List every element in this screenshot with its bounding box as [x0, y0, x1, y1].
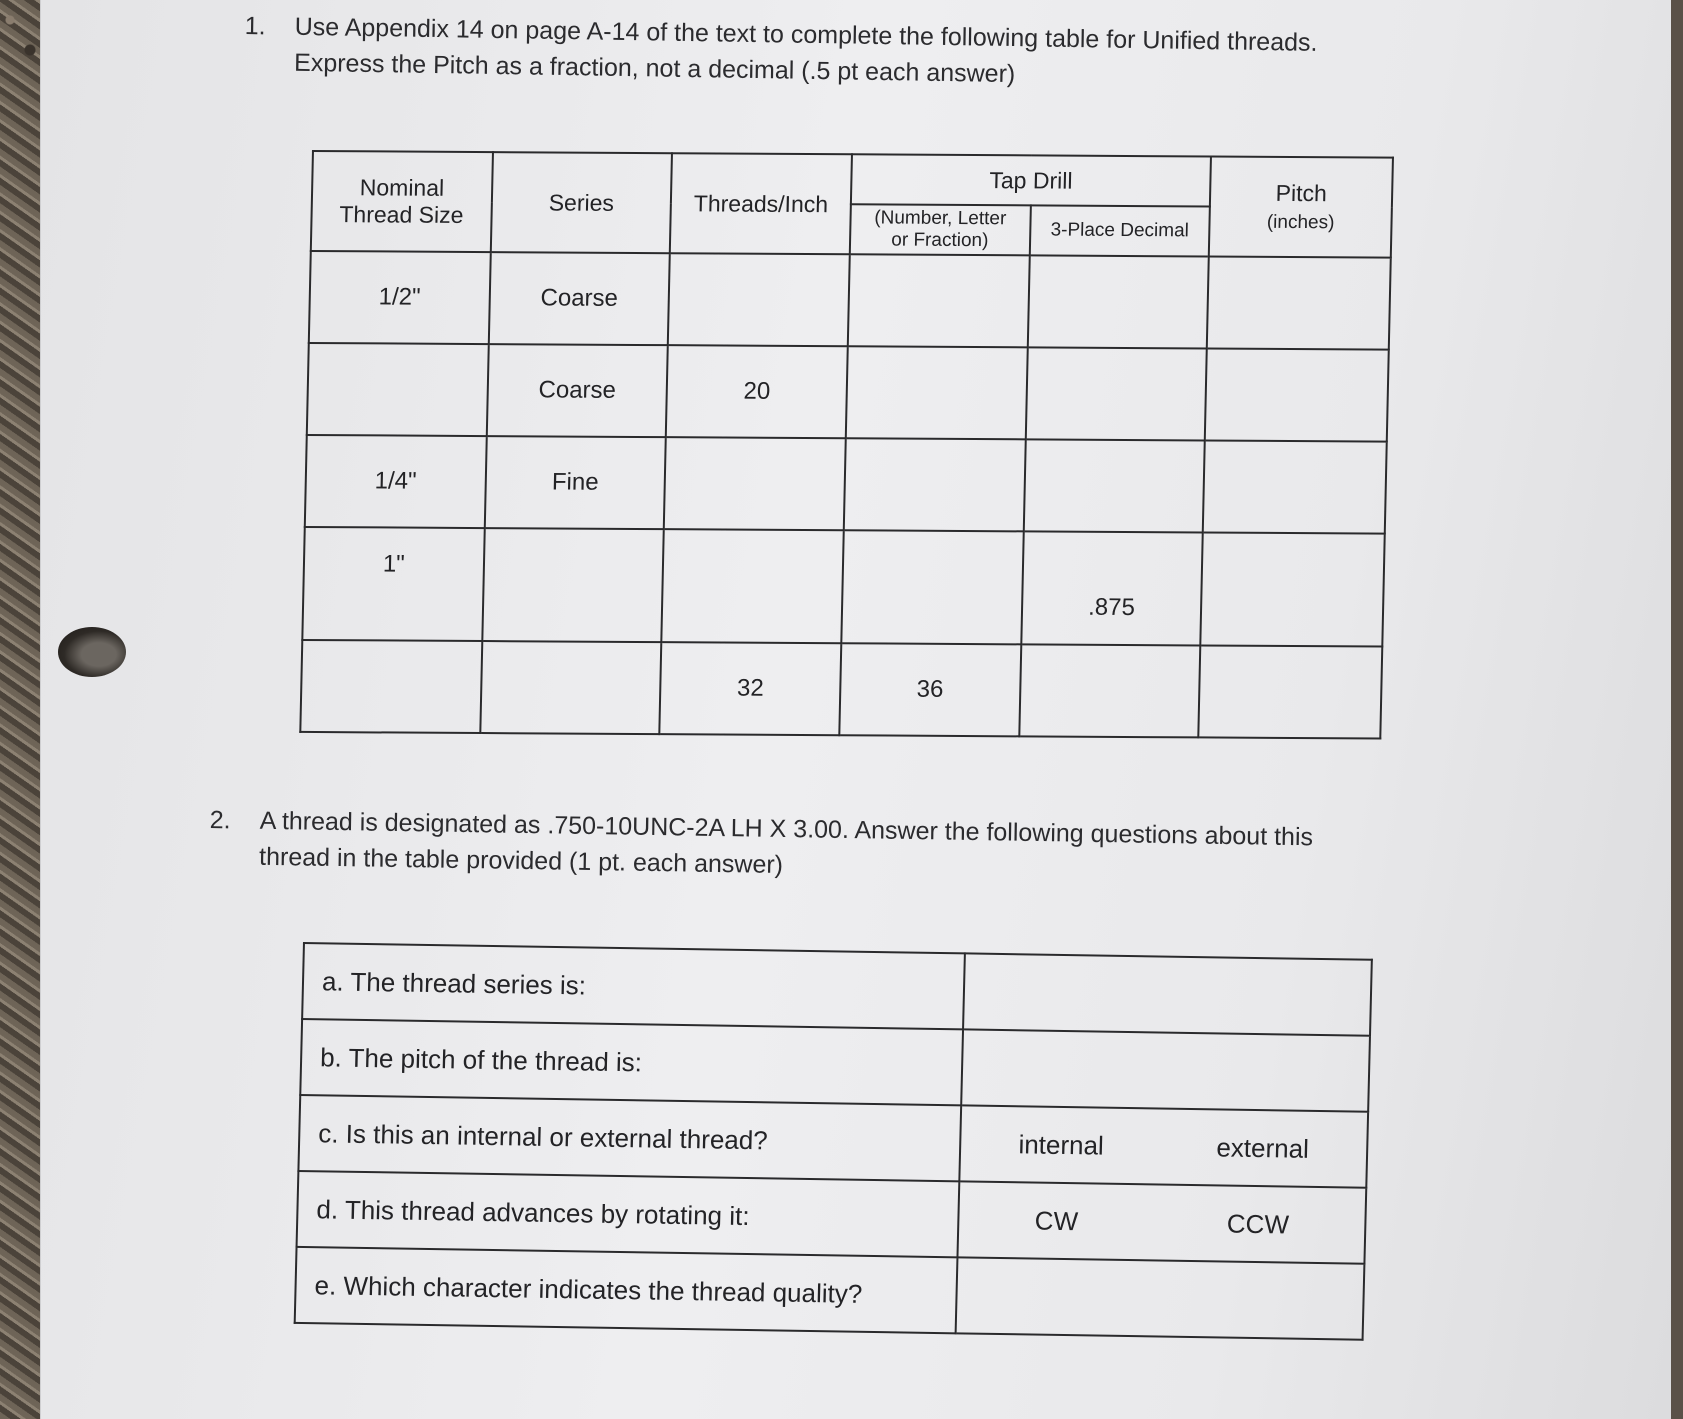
cell-pitch[interactable]: [1207, 256, 1391, 349]
cell-drill[interactable]: [841, 530, 1023, 644]
cell-size[interactable]: [300, 640, 482, 733]
question-c-label: c. Is this an internal or external thread?: [298, 1095, 961, 1181]
cell-size[interactable]: [307, 343, 489, 436]
cell-series: Coarse: [486, 344, 668, 437]
cell-size: 1/2": [309, 251, 491, 344]
cell-decimal[interactable]: [1019, 644, 1201, 737]
cell-size: 1/4": [305, 435, 487, 528]
punch-hole: [58, 627, 126, 677]
cell-drill[interactable]: [846, 346, 1028, 439]
question-1-line2: Express the Pitch as a fraction, not a decimal (.5 pt each answer): [293, 48, 1016, 89]
answer-b-cell[interactable]: [961, 1029, 1370, 1111]
cell-pitch[interactable]: [1203, 440, 1387, 533]
unified-thread-table: [299, 150, 1394, 740]
cell-series[interactable]: [480, 641, 662, 734]
answer-c-cell: [959, 1105, 1368, 1187]
question-1-number: 1.: [244, 11, 266, 41]
cell-tpi[interactable]: [662, 529, 844, 643]
option-external[interactable]: external: [1216, 1131, 1310, 1164]
question-1-line1: Use Appendix 14 on page A-14 of the text to complete the following table for Unified threads.: [294, 12, 1318, 57]
header-drill-3-place-decimal: 3-Place Decimal: [1029, 205, 1210, 256]
answer-e-cell[interactable]: [956, 1257, 1365, 1339]
cell-pitch[interactable]: [1205, 348, 1389, 441]
table-row: [302, 527, 1384, 647]
header-drill-number-letter-fraction: (Number, Letter or Fraction): [850, 204, 1031, 255]
cell-series[interactable]: [482, 528, 664, 642]
header-tap-drill: Tap Drill: [851, 154, 1211, 206]
header-pitch: Pitch (inches): [1209, 156, 1393, 257]
question-b-label: b. The pitch of the thread is:: [300, 1019, 963, 1105]
answer-a-cell[interactable]: [963, 953, 1372, 1035]
question-2-line2: thread in the table provided (1 pt. each answer): [258, 842, 784, 880]
question-d-label: d. This thread advances by rotating it:: [297, 1171, 960, 1257]
question-2-number: 2.: [209, 805, 231, 835]
option-internal[interactable]: internal: [1018, 1128, 1105, 1161]
question-e-label: e. Which character indicates the thread quality?: [295, 1247, 958, 1333]
header-threads-inch: Threads/Inch: [670, 153, 852, 254]
table-row: [307, 343, 1389, 442]
cell-pitch[interactable]: [1200, 532, 1384, 646]
cell-drill[interactable]: [844, 438, 1026, 531]
table-row: [295, 1247, 1365, 1340]
cell-tpi: 32: [660, 642, 842, 735]
cell-decimal[interactable]: [1025, 347, 1207, 440]
option-cw[interactable]: CW: [1034, 1205, 1079, 1236]
cell-tpi[interactable]: [664, 437, 846, 530]
cell-tpi[interactable]: [668, 253, 850, 346]
question-2-line1: A thread is designated as .750-10UNC-2A LH X 3.00. Answer the following questions about this: [259, 806, 1314, 852]
thread-designation-table: [294, 942, 1373, 1341]
table-row: [300, 640, 1382, 739]
cell-decimal: .875: [1021, 531, 1203, 645]
table-row: [309, 251, 1391, 350]
cell-drill[interactable]: [848, 254, 1030, 347]
table-row: [305, 435, 1387, 534]
cell-pitch[interactable]: [1198, 645, 1382, 738]
cell-series: Fine: [484, 436, 666, 529]
header-nominal-thread-size: Nominal Thread Size: [311, 151, 493, 252]
header-series: Series: [490, 152, 672, 253]
cell-series: Coarse: [488, 252, 670, 345]
cell-decimal[interactable]: [1023, 439, 1205, 532]
cell-decimal[interactable]: [1027, 255, 1209, 348]
question-a-label: a. The thread series is:: [302, 943, 965, 1029]
cell-tpi: 20: [666, 345, 848, 438]
cell-drill: 36: [839, 643, 1021, 736]
option-ccw[interactable]: CCW: [1226, 1208, 1290, 1240]
cell-size: 1": [302, 527, 484, 641]
answer-d-cell: [957, 1181, 1366, 1263]
